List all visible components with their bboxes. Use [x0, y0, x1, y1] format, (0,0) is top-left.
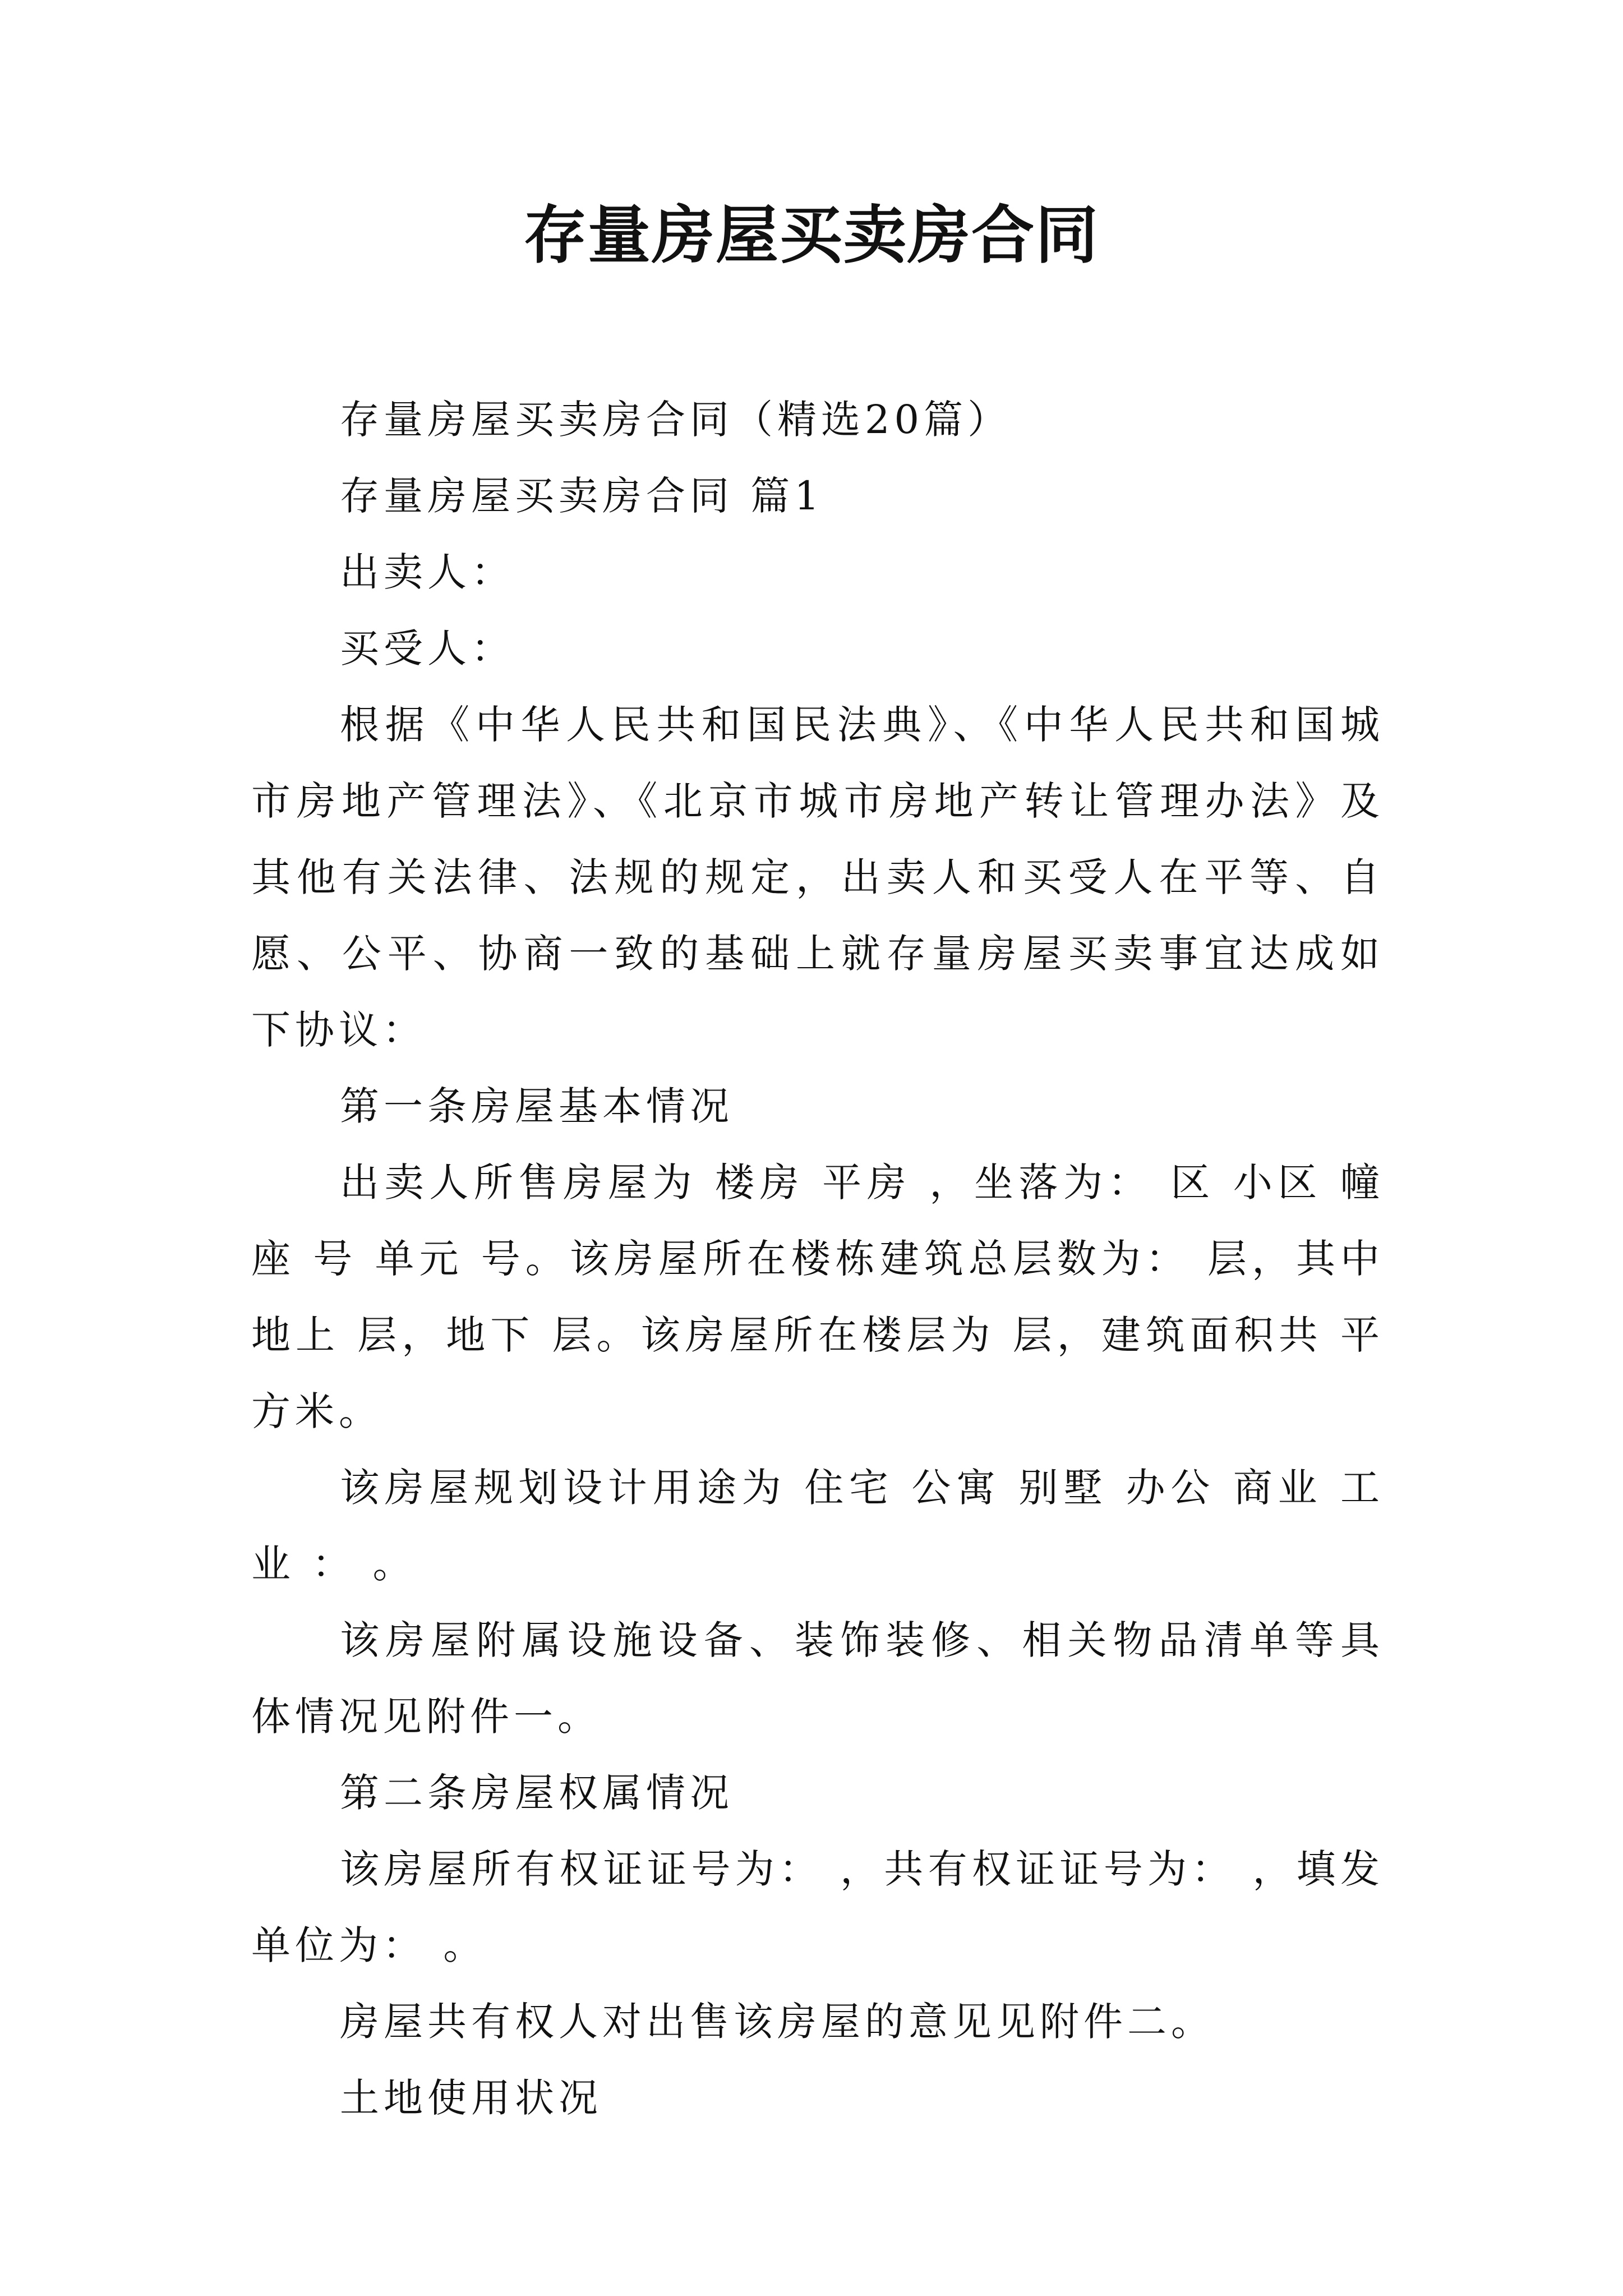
seller-field: 出卖人：	[340, 549, 515, 595]
buyer-field: 买受人：	[340, 625, 515, 671]
house-location-paragraph: 出卖人所售房屋为 楼房 平房 ，坐落为： 区 小区 幢 座 号 单元 号。该房屋所在楼栋建筑总层数为： 层，其中地上 层，地下 层。该房屋所在楼层为 层，建筑面积共 平方米。	[251, 1159, 1384, 1434]
certificate-paragraph: 该房屋所有权证证号为： ，共有权证证号为： ，填发单位为： 。	[251, 1846, 1384, 1968]
legal-basis-paragraph: 根据《中华人民共和国民法典》、《中华人民共和国城市房地产管理法》、《北京市城市房地产转让管理办法》及其他有关法律、法规的规定，出卖人和买受人在平等、自愿、公平、协商一致的基础上就存量房屋买卖事宜达成如下协议：	[251, 702, 1384, 1053]
land-use-heading: 土地使用状况	[340, 2075, 602, 2121]
article-1-heading: 第一条房屋基本情况	[340, 1083, 734, 1129]
document-body	[251, 381, 1384, 2136]
doc-subtitle: 存量房屋买卖房合同（精选20篇）	[340, 397, 1012, 443]
facilities-paragraph: 该房屋附属设施设备、装饰装修、相关物品清单等具体情况见附件一。	[251, 1617, 1384, 1740]
document-title: 存量房屋买卖房合同	[524, 199, 1099, 272]
article-2-heading: 第二条房屋权属情况	[340, 1770, 734, 1816]
co-owner-opinion-paragraph: 房屋共有权人对出售该房屋的意见见附件二。	[340, 1999, 1215, 2045]
planned-use-paragraph: 该房屋规划设计用途为 住宅 公寓 别墅 办公 商业 工业 ： 。	[251, 1465, 1384, 1587]
section-heading-part-1: 存量房屋买卖房合同 篇1	[340, 473, 824, 519]
